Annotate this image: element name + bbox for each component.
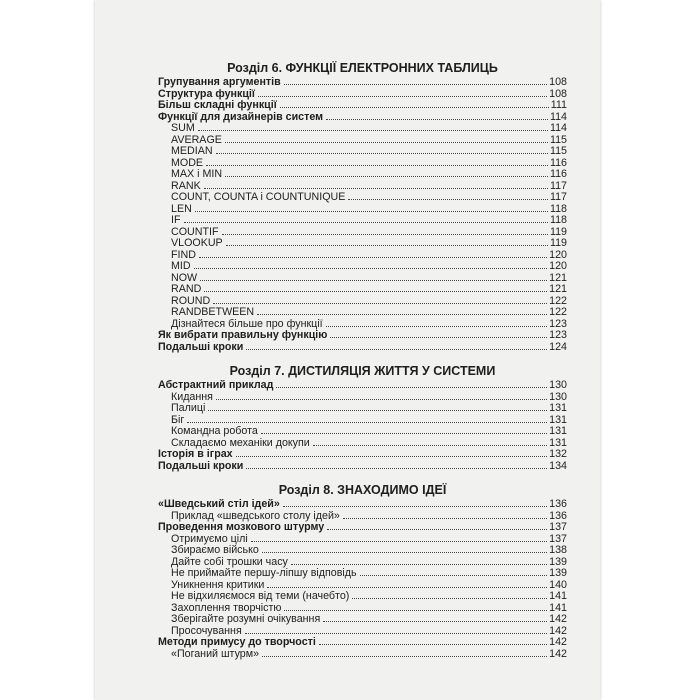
dot-leader [267,587,547,588]
dot-leader [208,410,547,411]
toc-section-entry [158,380,567,392]
toc-subsection-entry [158,273,567,285]
toc-subsection-entry [158,415,567,427]
page-number: 136 [549,499,567,510]
page-number: 119 [549,238,567,249]
toc-section-entry [158,330,567,342]
toc-subsection-entry [158,591,567,603]
dot-leader [246,349,547,350]
dot-leader [262,656,547,657]
dot-leader [343,518,547,519]
chapter-title: Розділ 7. ДИСТИЛЯЦІЯ ЖИТТЯ У СИСТЕМИ [229,364,496,378]
dot-leader [187,422,547,423]
toc-section-entry [158,89,567,101]
toc-subsection-entry [158,135,567,147]
dot-leader [184,222,548,223]
dot-leader [319,644,547,645]
dot-leader [236,456,548,457]
page-number: 130 [549,380,567,391]
toc-section-entry [158,499,567,511]
toc-subsection-entry [158,557,567,569]
entry-title: Біг [171,414,185,426]
page-number: 122 [549,295,567,307]
dot-leader [326,119,548,120]
page-number: 118 [549,203,567,215]
page-number: 108 [549,88,567,100]
dot-leader [194,268,548,269]
page-number: 142 [549,614,567,625]
entry-title: Зберігайте розумні очікування [171,614,321,625]
dot-leader [291,564,547,565]
toc-subsection-entry [158,511,567,523]
dot-leader [280,107,549,108]
toc-subsection-entry [158,603,567,615]
page-number: 142 [549,648,567,660]
dot-leader [348,199,548,200]
entry-title: Отримуємо цілі [171,533,248,545]
page-number: 119 [549,226,567,238]
page-number: 131 [549,414,567,426]
dot-leader [323,621,547,622]
entry-title: Історія в іграх [158,449,233,460]
toc-section-entry [158,461,567,473]
page-number: 136 [549,510,567,522]
toc-subsection-entry [158,250,567,262]
toc-subsection-entry [158,204,567,216]
toc-subsection-entry [158,146,567,158]
entry-title: MAX і MIN [171,169,223,180]
entry-title: Просочування [171,625,242,637]
entry-title: «Шведський стіл ідей» [158,499,280,510]
page-number: 141 [549,602,567,614]
entry-title: VLOOKUP [171,238,223,249]
entry-title: IF [171,215,181,226]
entry-title: «Поганий штурм» [171,648,260,660]
page-number: 140 [549,579,567,591]
dot-leader [352,598,547,599]
toc-section-entry [158,522,567,534]
dot-leader [330,337,547,338]
entry-title: Складаємо механіки докупи [171,437,310,449]
toc-subsection-entry [158,403,567,415]
table-of-contents [158,60,567,660]
entry-title: RANK [171,180,201,192]
dot-leader [313,445,547,446]
dot-leader [199,257,547,258]
page-number: 122 [549,307,567,318]
dot-leader [276,387,547,388]
toc-subsection-entry [158,568,567,580]
dot-leader [204,291,547,292]
dot-leader [245,633,547,634]
toc-subsection-entry [158,261,567,273]
page-number: 111 [550,100,567,111]
entry-title: COUNT, COUNTA і COUNTUNIQUE [171,192,346,203]
dot-leader [195,211,548,212]
page-number: 117 [549,180,567,192]
toc-subsection-entry [158,215,567,227]
page-number: 115 [549,146,567,157]
toc-subsection-entry [158,649,567,661]
dot-leader [327,529,547,530]
entry-title: MEDIAN [171,146,213,157]
dot-leader [226,245,548,246]
toc-subsection-entry [158,614,567,626]
page-number: 137 [549,533,567,545]
dot-leader [251,541,547,542]
entry-title: Не приймайте першу-ліпшу відповідь [171,568,357,579]
toc-subsection-entry [158,319,567,331]
page-number: 137 [549,522,567,533]
entry-title: SUM [171,123,195,134]
dot-leader [222,234,548,235]
dot-leader [206,165,548,166]
page-number: 138 [549,545,567,556]
page-number: 123 [549,330,567,341]
page-number: 123 [549,318,567,330]
dot-leader [283,506,547,507]
dot-leader [200,280,547,281]
toc-subsection-entry [158,545,567,557]
entry-title: RAND [171,284,202,295]
page-number: 120 [549,249,567,261]
entry-title: Групування аргументів [158,77,281,88]
page-number: 142 [549,625,567,637]
page-number: 121 [549,284,567,295]
page-number: 134 [549,460,567,472]
entry-title: Проведення мозкового штурму [158,522,325,533]
page-number: 141 [549,591,567,602]
entry-title: Кидання [171,391,213,403]
toc-section-entry [158,449,567,461]
toc-subsection-entry [158,284,567,296]
entry-title: Командна робота [171,426,258,437]
entry-title: Дізнайтеся більше про функції [171,318,323,330]
toc-subsection-entry [158,438,567,450]
entry-title: Збираємо військо [171,545,259,556]
entry-title: Не відхиляємося від теми (начебто) [171,591,350,602]
page-number: 114 [549,123,567,134]
toc-subsection-entry [158,158,567,170]
entry-title: COUNTIF [171,226,219,238]
chapter-title: Розділ 8. ЗНАХОДИМО ІДЕЇ [278,483,447,497]
page-number: 142 [549,637,567,648]
toc-subsection-entry [158,426,567,438]
entry-title: Палиці [171,403,206,414]
entry-title: Методи примусу до творчості [158,637,316,648]
page-number: 117 [549,192,567,203]
page-number: 118 [549,215,567,226]
entry-title: Подальші кроки [158,460,244,472]
page-number: 114 [549,111,567,123]
toc-section-entry [158,637,567,649]
toc-subsection-entry [158,227,567,239]
dot-leader [284,84,547,85]
toc-section-entry [158,342,567,354]
entry-title: Подальші кроки [158,341,244,353]
entry-title: Абстрактний приклад [158,380,274,391]
page-number: 131 [549,426,567,437]
dot-leader [360,575,548,576]
entry-title: Захоплення творчістю [171,602,282,614]
toc-subsection-entry [158,580,567,592]
page-number: 108 [549,77,567,88]
toc-subsection-entry [158,296,567,308]
toc-subsection-entry [158,238,567,250]
page-number: 130 [549,391,567,403]
book-page [95,0,600,700]
entry-title: Приклад «шведського столу ідей» [171,510,340,522]
toc-subsection-entry [158,181,567,193]
toc-subsection-entry [158,626,567,638]
page-number: 121 [549,272,567,284]
page-number: 131 [549,403,567,414]
dot-leader [261,433,547,434]
dot-leader [213,303,547,304]
toc-section-entry [158,77,567,89]
entry-title: FIND [171,249,196,261]
toc-subsection-entry [158,192,567,204]
toc-subsection-entry [158,169,567,181]
dot-leader [225,142,548,143]
entry-title: Більш складні функції [158,100,277,111]
page-number: 131 [549,437,567,449]
chapter-title: Розділ 6. ФУНКЦІЇ ЕЛЕКТРОННИХ ТАБЛИЦЬ [227,61,498,75]
dot-leader [225,176,548,177]
dot-leader [246,468,547,469]
dot-leader [204,188,548,189]
entry-title: Дайте собі трошки часу [171,556,288,568]
toc-subsection-entry [158,392,567,404]
page-number: 116 [549,157,567,169]
entry-title: ROUND [171,295,211,307]
dot-leader [258,96,547,97]
dot-leader [257,314,547,315]
dot-leader [262,552,547,553]
entry-title: Структура функції [158,88,255,100]
toc-section-entry [158,100,567,112]
entry-title: LEN [171,203,192,215]
toc-section-entry [158,112,567,124]
entry-title: MID [171,261,191,272]
page-number: 132 [549,449,567,460]
dot-leader [216,399,547,400]
page-number: 115 [549,134,567,146]
entry-title: Уникнення критики [171,579,265,591]
page-number: 124 [549,341,567,353]
page-number: 139 [549,556,567,568]
page-number: 139 [549,568,567,579]
entry-title: NOW [171,272,198,284]
page-number: 120 [549,261,567,272]
entry-title: Функції для дизайнерів систем [158,111,324,123]
dot-leader [326,326,548,327]
dot-leader [284,610,547,611]
dot-leader [198,130,548,131]
toc-subsection-entry [158,123,567,135]
entry-title: MODE [171,157,204,169]
page-number: 116 [549,169,567,180]
dot-leader [216,153,548,154]
entry-title: RANDBETWEEN [171,307,255,318]
entry-title: AVERAGE [171,134,222,146]
toc-subsection-entry [158,534,567,546]
toc-subsection-entry [158,307,567,319]
entry-title: Як вибрати правильну функцію [158,330,328,341]
